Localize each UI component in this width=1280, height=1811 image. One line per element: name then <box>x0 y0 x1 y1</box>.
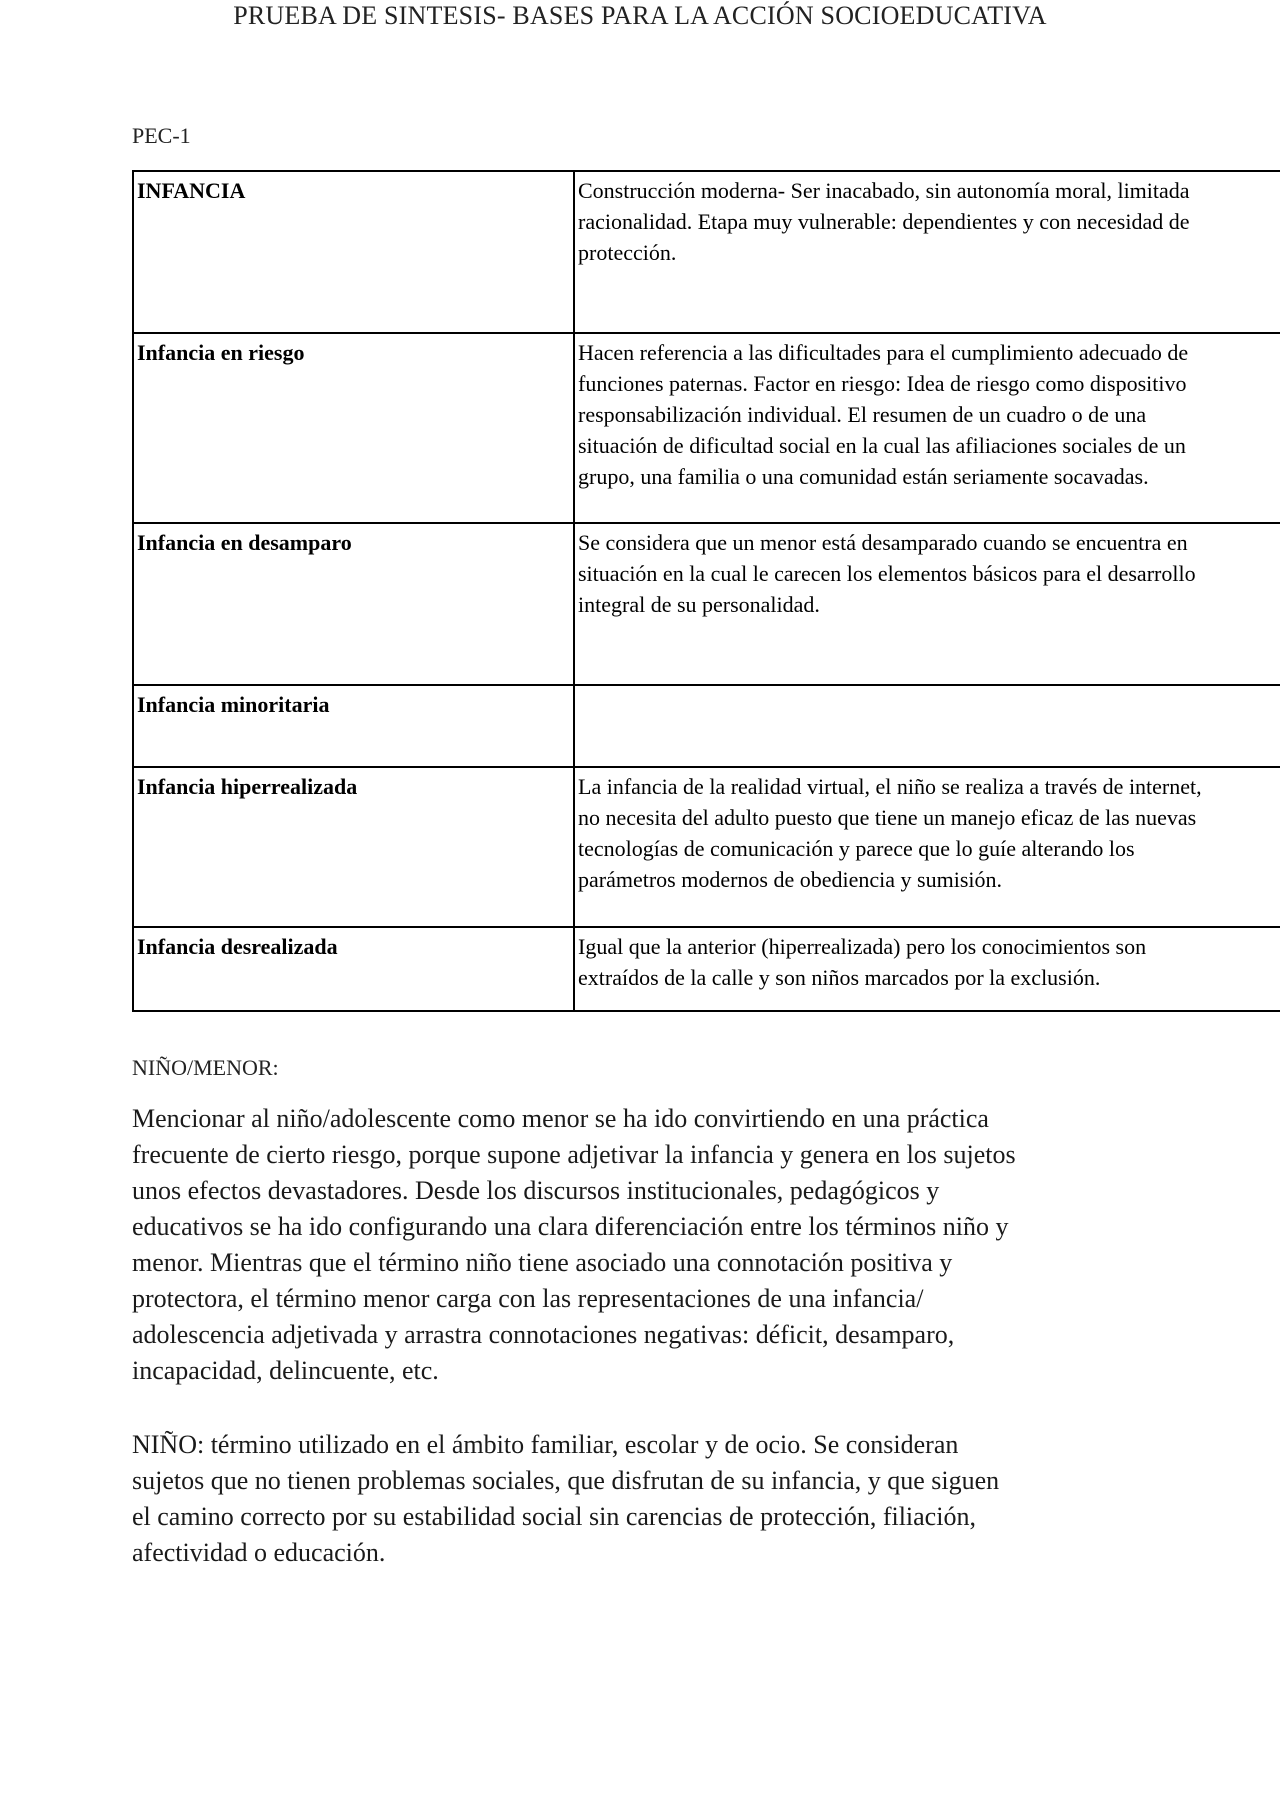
paragraph-line: unos efectos devastadores. Desde los discursos institucionales, pedagógicos y <box>132 1176 940 1205</box>
definition-cell <box>574 927 1280 1011</box>
page-title: PRUEBA DE SINTESIS- BASES PARA LA ACCIÓN SOCIOEDUCATIVA <box>233 1 1047 30</box>
table-row-infancia-en-desamparo <box>133 523 1280 685</box>
definition-line: protección. <box>578 240 677 265</box>
term-cell: INFANCIA <box>133 171 574 333</box>
definition-line: funciones paternas. Factor en riesgo: Idea de riesgo como dispositivo <box>578 371 1187 396</box>
definition-cell <box>574 171 1280 333</box>
table-row-infancia-desrealizada <box>133 927 1280 1011</box>
term-cell: Infancia hiperrealizada <box>133 767 574 927</box>
paragraph-line: educativos se ha ido configurando una clara diferenciación entre los términos niño y <box>132 1212 1009 1241</box>
definition-line: Se considera que un menor está desamparado cuando se encuentra en <box>578 530 1188 555</box>
paragraph-line: frecuente de cierto riesgo, porque supone adjetivar la infancia y genera en los sujetos <box>132 1140 1016 1169</box>
definition-cell <box>574 767 1280 927</box>
definition-line: responsabilización individual. El resumen de un cuadro o de una <box>578 402 1147 427</box>
table-row-infancia-minoritaria <box>133 685 1280 767</box>
definition-line: parámetros modernos de obediencia y sumisión. <box>578 867 1003 892</box>
paragraph-line: protectora, el término menor carga con las representaciones de una infancia/ <box>132 1284 924 1313</box>
paragraph-line: menor. Mientras que el término niño tiene asociado una connotación positiva y <box>132 1248 953 1277</box>
definition-line: tecnologías de comunicación y parece que lo guíe alterando los <box>578 836 1135 861</box>
paragraph-line: NIÑO: término utilizado en el ámbito familiar, escolar y de ocio. Se consideran <box>132 1430 959 1459</box>
definition-line: Igual que la anterior (hiperrealizada) pero los conocimientos son <box>578 934 1147 959</box>
definition-cell <box>574 333 1280 523</box>
paragraph-nino <box>132 1427 1172 1571</box>
definition-line: Hacen referencia a las dificultades para el cumplimiento adecuado de <box>578 340 1189 365</box>
definitions-table <box>132 170 1280 1012</box>
definition-line: extraídos de la calle y son niños marcados por la exclusión. <box>578 965 1101 990</box>
definition-line: integral de su personalidad. <box>578 592 820 617</box>
definitions-table-container <box>132 170 1280 1012</box>
term-cell: Infancia minoritaria <box>133 685 574 767</box>
paragraph-line: incapacidad, delincuente, etc. <box>132 1356 439 1385</box>
definition-line: situación en la cual le carecen los elementos básicos para el desarrollo <box>578 561 1196 586</box>
definition-line: grupo, una familia o una comunidad están seriamente socavadas. <box>578 464 1149 489</box>
paragraph-line: el camino correcto por su estabilidad social sin carencias de protección, filiación, <box>132 1502 976 1531</box>
definition-line: situación de dificultad social en la cual las afiliaciones sociales de un <box>578 433 1186 458</box>
definition-cell-empty <box>574 685 1280 767</box>
term-cell: Infancia desrealizada <box>133 927 574 1011</box>
term-cell: Infancia en desamparo <box>133 523 574 685</box>
paragraph-line: sujetos que no tienen problemas sociales, que disfrutan de su infancia, y que siguen <box>132 1466 1000 1495</box>
paragraph-menor <box>132 1101 1172 1389</box>
term-cell: Infancia en riesgo <box>133 333 574 523</box>
definition-cell <box>574 523 1280 685</box>
definition-line: La infancia de la realidad virtual, el niño se realiza a través de internet, <box>578 774 1202 799</box>
paragraph-line: adolescencia adjetivada y arrastra connotaciones negativas: déficit, desamparo, <box>132 1320 955 1349</box>
paragraph-line: Mencionar al niño/adolescente como menor se ha ido convirtiendo en una práctica <box>132 1104 989 1133</box>
table-row-infancia-hiperrealizada <box>133 767 1280 927</box>
definition-line: no necesita del adulto puesto que tiene un manejo eficaz de las nuevas <box>578 805 1197 830</box>
table-row-infancia-en-riesgo <box>133 333 1280 523</box>
nino-menor-heading: NIÑO/MENOR: <box>132 1055 279 1080</box>
table-row-infancia <box>133 171 1280 333</box>
paragraph-line: afectividad o educación. <box>132 1538 386 1567</box>
definition-line: Construcción moderna- Ser inacabado, sin autonomía moral, limitada <box>578 178 1190 203</box>
pec-label: PEC-1 <box>132 123 191 148</box>
definition-line: racionalidad. Etapa muy vulnerable: dependientes y con necesidad de <box>578 209 1190 234</box>
